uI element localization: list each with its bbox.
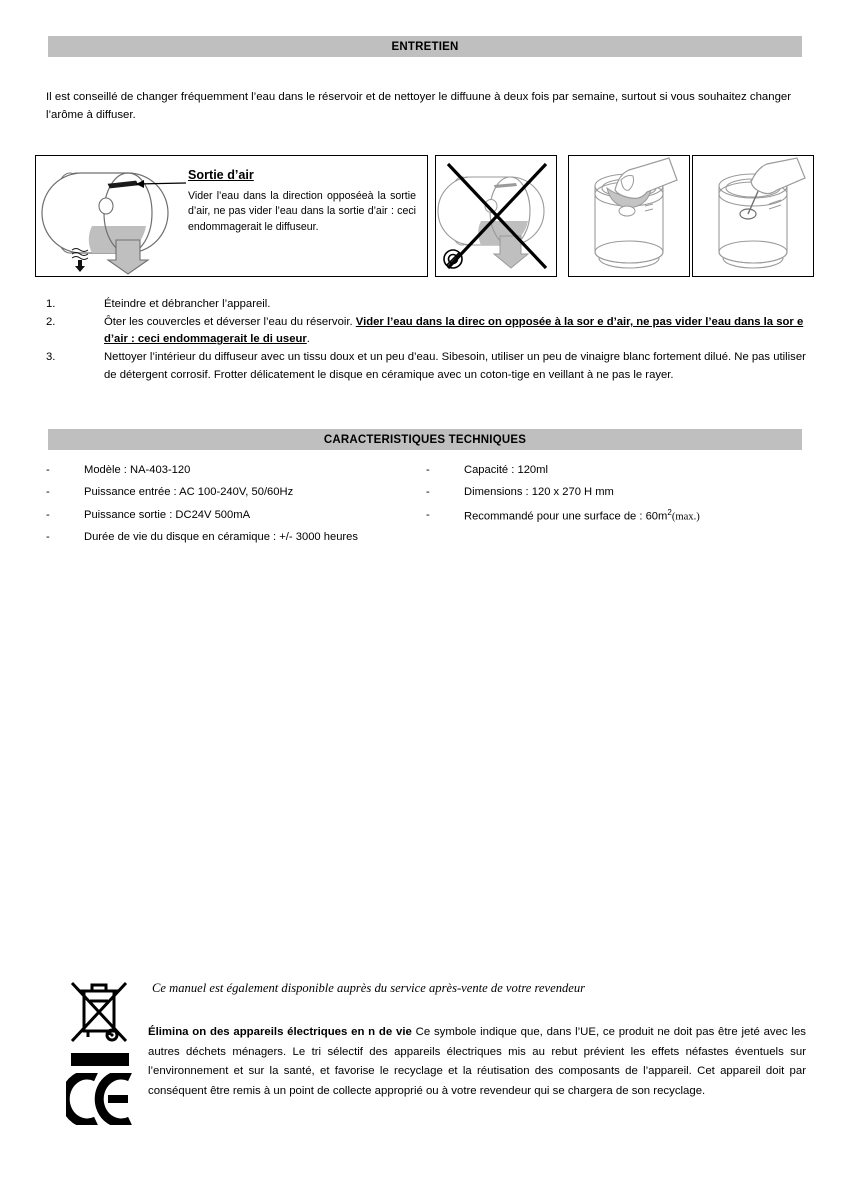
step-text-lead: Éteindre et débrancher l’appareil. [104,298,271,310]
section-header-caracteristiques-title: CARACTERISTIQUES TECHNIQUES [323,433,527,446]
step-text-tail: . [306,333,310,346]
step-text [104,314,806,348]
spec-item [426,484,806,501]
section-header-caracteristiques [48,429,802,450]
spec-item [426,462,806,479]
diffuser-tilted-pouring-diagram-icon [36,156,186,276]
callout-body: Vider l’eau dans la direction opposéeà la sortie d’air, ne pas vider l’eau dans la sortie d’air : ceci endommagerait le diffuseur. [188,190,416,233]
spec-text: Modèle : NA-403-120 [84,464,191,476]
manual-availability-note: Ce manuel est également disponible auprès du service après-vente de votre revendeur [152,981,586,995]
maintenance-steps-list [46,296,806,385]
spec-bullet: - [46,508,50,521]
step-item [46,314,806,348]
ce-symbol-wrap [66,1073,136,1130]
spec-bullet: - [426,508,430,521]
spec-item [46,529,426,546]
step-text [104,296,806,313]
crossed-out-wheelie-bin-icon [66,977,132,1049]
cotton-swab-on-ceramic-disc-diagram-icon [693,156,813,276]
prohibition-badge-icon [444,250,462,268]
illustration-panel-clean-ceramic-disc [692,155,814,277]
specifications-right-column [426,462,806,551]
ce-marking-icon [66,1073,136,1125]
callout-title: Sortie d’air [188,168,254,182]
step-text [104,349,806,383]
spec-bullet: - [46,464,50,476]
illustration-row [35,155,813,277]
footer-block [62,975,807,1155]
entretien-intro-paragraph: Il est conseillé de changer fréquemment l’eau dans le réservoir et de nettoyer le diffuune à deux fois par semaine, surtout si vous souhaitez changer l’arôme à diffuser. [46,91,792,122]
ceramic-disc [619,206,635,216]
step-item [46,296,806,313]
sortie-dair-callout [188,168,416,235]
weee-symbol-wrap [66,977,132,1054]
section-header-entretien-title: ENTRETIEN [391,40,459,53]
specifications-list [46,462,806,551]
spec-item [46,462,426,479]
spec-bullet: - [426,486,430,499]
specifications-left-column [46,462,426,551]
step-text-emphasis: Vider l’eau dans la direc on opposée à la sor e d’air, ne pas vider l’eau dans la sor e d’air : ceci endommagerait le di useur [104,316,804,346]
spec-text: Durée de vie du disque en céramique : +/- 3000 heures [84,531,358,544]
section-header-entretien [48,36,802,57]
spec-text: Puissance entrée : AC 100-240V, 50/60Hz [84,486,294,499]
spec-item [46,507,426,524]
hand-icon [751,158,805,194]
spec-text: Puissance sortie : DC24V 500mA [84,508,251,521]
spec-text [464,507,806,526]
spec-item [426,507,806,526]
step-text-lead: Ôter les couvercles et déverser l’eau du réservoir. [104,316,356,329]
weee-body: Ce symbole indique que, dans l’UE, ce produit ne doit pas être jeté avec les autres déchets ménagers. Le tri sélectif des appareils électriques mis au rebut prévient les effets néfastes éventuels sur l’environnement et sur la santé, et favorise le recyclage et la réutisation des composants de l’appareil. Cet appareil doit par conséquent être remis à un point de collecte approprié ou à votre revendeur qui se chargera de son recyclage. [148,1026,806,1097]
spec-text: Capacité : 120ml [464,464,548,476]
step-number: 2. [46,316,56,329]
illustration-panel-empty-water-wrong [435,155,557,277]
step-item [46,349,806,383]
spec-item [46,484,426,501]
spec-text-superscript: 2 [667,507,672,517]
spec-bullet: - [46,486,50,499]
hand-cleaning-interior-diagram-icon [569,156,689,276]
spec-text-main: Recommandé pour une surface de : 60m [464,510,668,523]
black-bar-mark [71,1053,129,1066]
spec-text: Dimensions : 120 x 270 H mm [464,486,614,499]
spec-text-tail: (max.) [671,511,700,523]
step-number: 1. [46,298,56,310]
weee-disposal-paragraph [148,1023,806,1101]
spec-bullet: - [46,531,50,544]
illustration-panel-clean-with-cloth [568,155,690,277]
illustration-panel-empty-water-correct [35,155,428,277]
spec-bullet: - [426,464,430,476]
power-button-detail [99,198,113,214]
mist-down-arrow-icon [75,260,85,272]
step-text-lead: Nettoyer l’intérieur du diffuseur avec un tissu doux et un peu d’eau. Sibesoin, utiliser un peu de vinaigre blanc fortement dilué. Ne pas utiliser de détergent corrosif. Frotter délicatement le disque en céramique avec un coton-tige en veillant à ne pas le rayer. [104,351,806,381]
diffuser-wrong-pour-diagram-icon [436,156,556,276]
weee-heading: Élimina on des appareils électriques en n de vie [148,1026,412,1038]
step-number: 3. [46,351,56,364]
